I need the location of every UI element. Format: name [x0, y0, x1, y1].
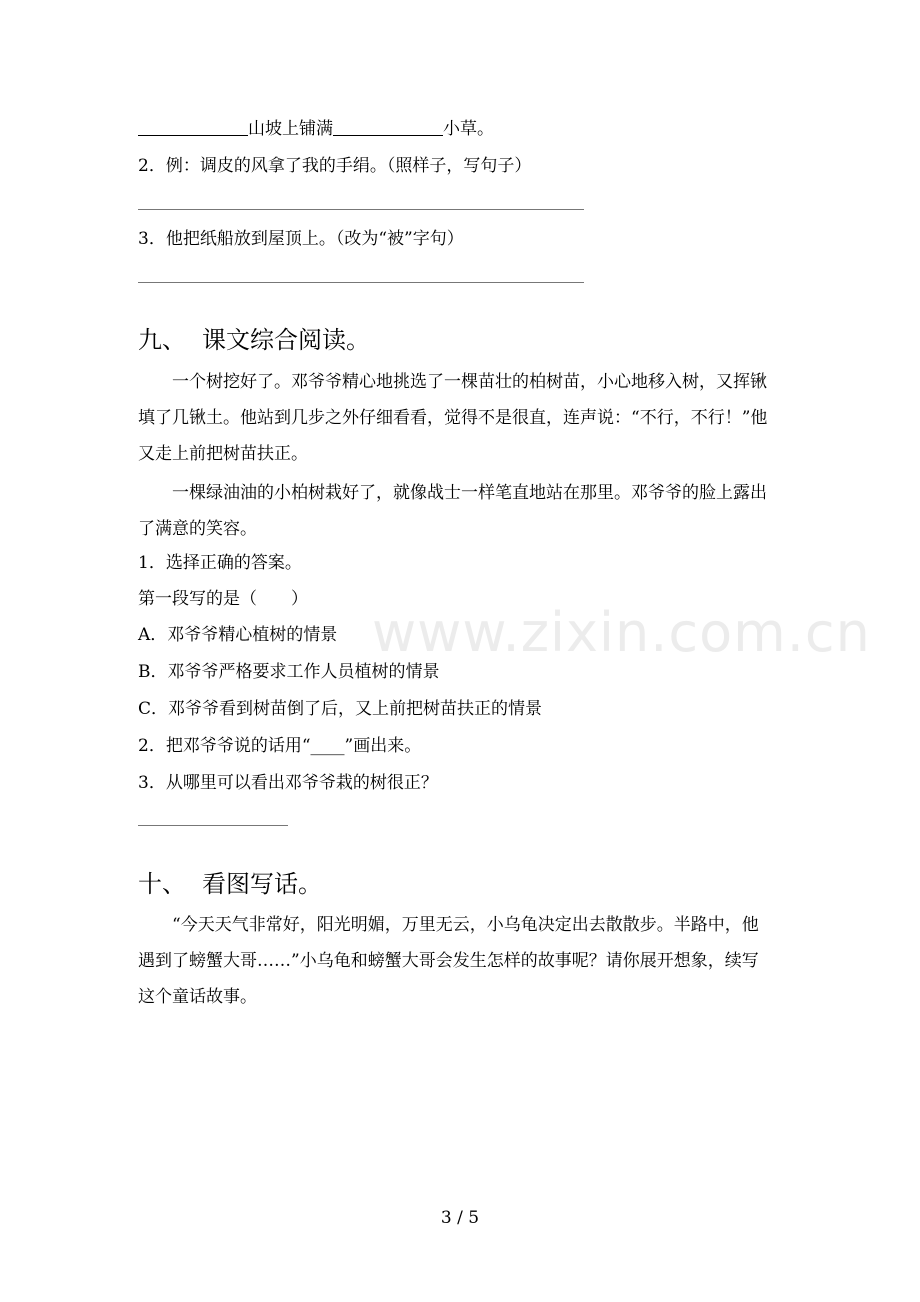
- question-1-prompt: 第一段写的是（ ）: [138, 589, 308, 609]
- answer-blank[interactable]: [138, 117, 248, 136]
- reading-passage-paragraph: 一棵绿油油的小柏树栽好了，就像战士一样笔直地站在那里。邓爷爷的脸上露出了满意的笑容。: [138, 483, 767, 539]
- option-c[interactable]: C．邓爷爷看到树苗倒了后，又上前把树苗扶正的情景: [138, 699, 543, 719]
- question-3: 3．他把纸船放到屋顶上。（改为“被”字句）: [138, 229, 464, 249]
- blank-text-2: 小草。: [443, 119, 494, 139]
- section-number: 十、: [138, 870, 186, 898]
- answer-line[interactable]: [138, 209, 584, 210]
- answer-line[interactable]: [138, 825, 288, 826]
- section-number: 九、: [138, 326, 186, 354]
- reading-passage-paragraph: 一个树挖好了。邓爷爷精心地挑选了一棵苗壮的柏树苗，小心地移入树，又挥锹填了几锹土。他站到几步之外仔细看看，觉得不是很直，连声说：“不行，不行！”他又走上前把树苗扶正。: [138, 372, 768, 464]
- blank-text-1: 山坡上铺满: [248, 119, 333, 139]
- option-b[interactable]: B．邓爷爷严格要求工作人员植树的情景: [138, 662, 440, 682]
- watermark: www.zixin.com.cn: [372, 601, 871, 664]
- question-3: 3．从哪里可以看出邓爷爷栽的树很正？: [138, 773, 438, 793]
- question-1: 1．选择正确的答案。: [138, 553, 302, 573]
- question-2: 2．例：调皮的风拿了我的手绢。（照样子，写句子）: [138, 156, 532, 176]
- section-title: 课文综合阅读。: [202, 326, 370, 354]
- question-2: 2．把邓爷爷说的话用“____”画出来。: [138, 736, 422, 756]
- fill-blank-line: [138, 116, 494, 142]
- option-a[interactable]: A．邓爷爷精心植树的情景: [138, 625, 338, 645]
- answer-blank[interactable]: [333, 117, 443, 136]
- page-number: 3 / 5: [440, 1208, 480, 1228]
- section-9-heading: [138, 324, 370, 356]
- section-10-heading: [138, 868, 322, 900]
- section-title: 看图写话。: [202, 870, 322, 898]
- writing-prompt-paragraph: “今天天气非常好，阳光明媚，万里无云，小乌龟决定出去散散步。半路中，他遇到了螃蟹大哥……”小乌龟和螃蟹大哥会发生怎样的故事呢？请你展开想象，续写这个童话故事。: [138, 915, 759, 1007]
- answer-line[interactable]: [138, 282, 584, 283]
